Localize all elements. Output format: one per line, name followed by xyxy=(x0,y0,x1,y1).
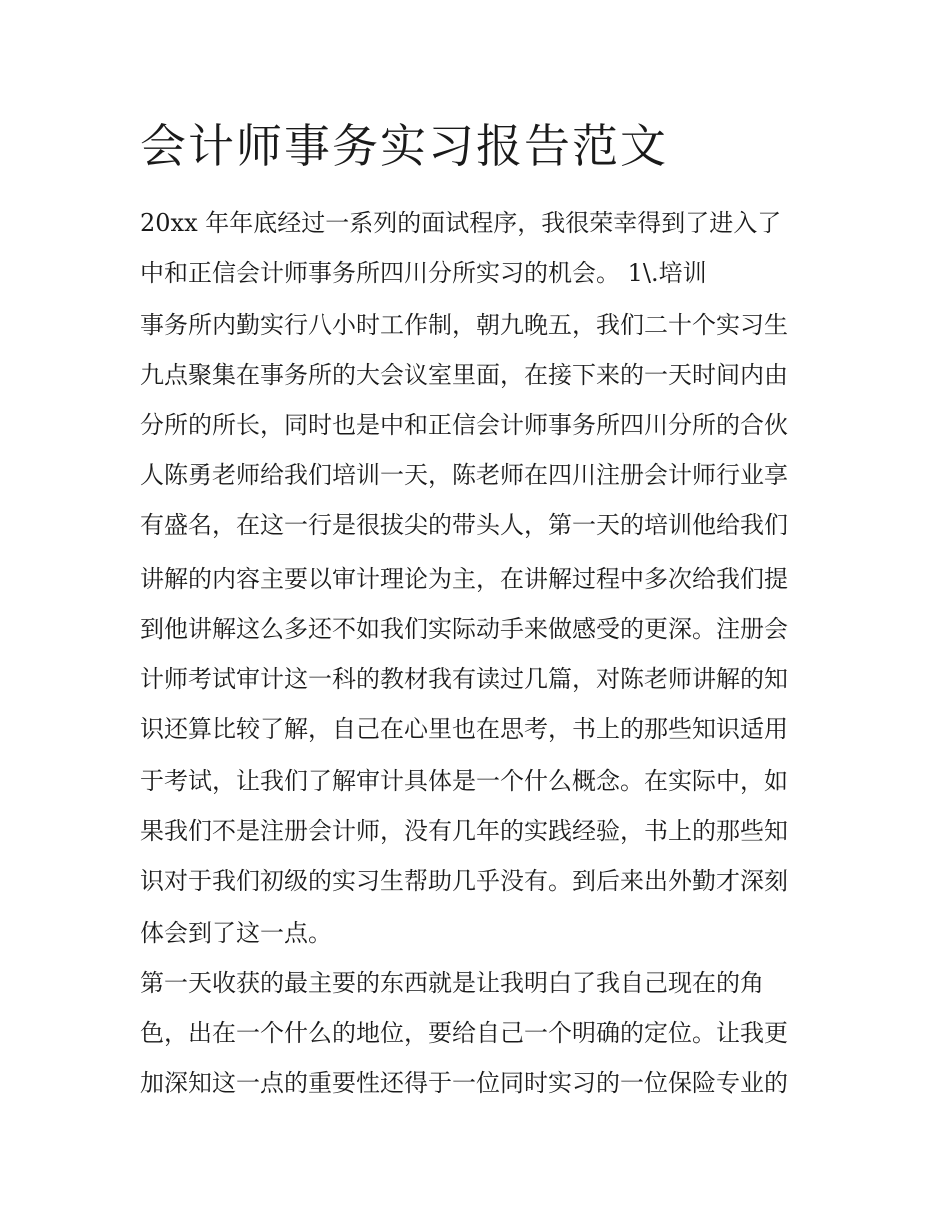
text-line: 色，出在一个什么的地位，要给自己一个明确的定位。让我更 xyxy=(140,1019,788,1047)
text-line: 20xx 年年底经过一系列的面试程序，我很荣幸得到了进入了 xyxy=(140,209,782,237)
text-line: 于考试，让我们了解审计具体是一个什么概念。在实际中，如 xyxy=(140,767,788,795)
text-line: 有盛名，在这一行是很拔尖的带头人，第一天的培训他给我们 xyxy=(140,511,788,539)
text-line: 人陈勇老师给我们培训一天，陈老师在四川注册会计师行业享 xyxy=(140,461,788,489)
text-line: 到他讲解这么多还不如我们实际动手来做感受的更深。注册会 xyxy=(140,615,788,643)
text-line: 讲解的内容主要以审计理论为主，在讲解过程中多次给我们提 xyxy=(140,565,788,593)
document-page xyxy=(140,0,820,1229)
text-line: 事务所内勤实行八小时工作制，朝九晚五，我们二十个实习生 xyxy=(140,311,788,339)
text-line: 计师考试审计这一科的教材我有读过几篇，对陈老师讲解的知 xyxy=(140,665,788,693)
text-line: 中和正信会计师事务所四川分所实习的机会。 1\.培训 xyxy=(140,259,707,287)
text-line: 果我们不是注册会计师，没有几年的实践经验，书上的那些知 xyxy=(140,817,788,845)
text-line: 识对于我们初级的实习生帮助几乎没有。到后来出外勤才深刻 xyxy=(140,867,788,895)
document-title: 会计师事务实习报告范文 xyxy=(140,119,668,173)
text-line: 识还算比较了解，自己在心里也在思考，书上的那些知识适用 xyxy=(140,715,788,743)
text-line: 加深知这一点的重要性还得于一位同时实习的一位保险专业的 xyxy=(140,1069,788,1097)
text-line: 体会到了这一点。 xyxy=(140,919,332,947)
text-line: 分所的所长，同时也是中和正信会计师事务所四川分所的合伙 xyxy=(140,411,788,439)
text-line: 九点聚集在事务所的大会议室里面，在接下来的一天时间内由 xyxy=(140,361,788,389)
text-line: 第一天收获的最主要的东西就是让我明白了我自己现在的角 xyxy=(140,969,764,997)
